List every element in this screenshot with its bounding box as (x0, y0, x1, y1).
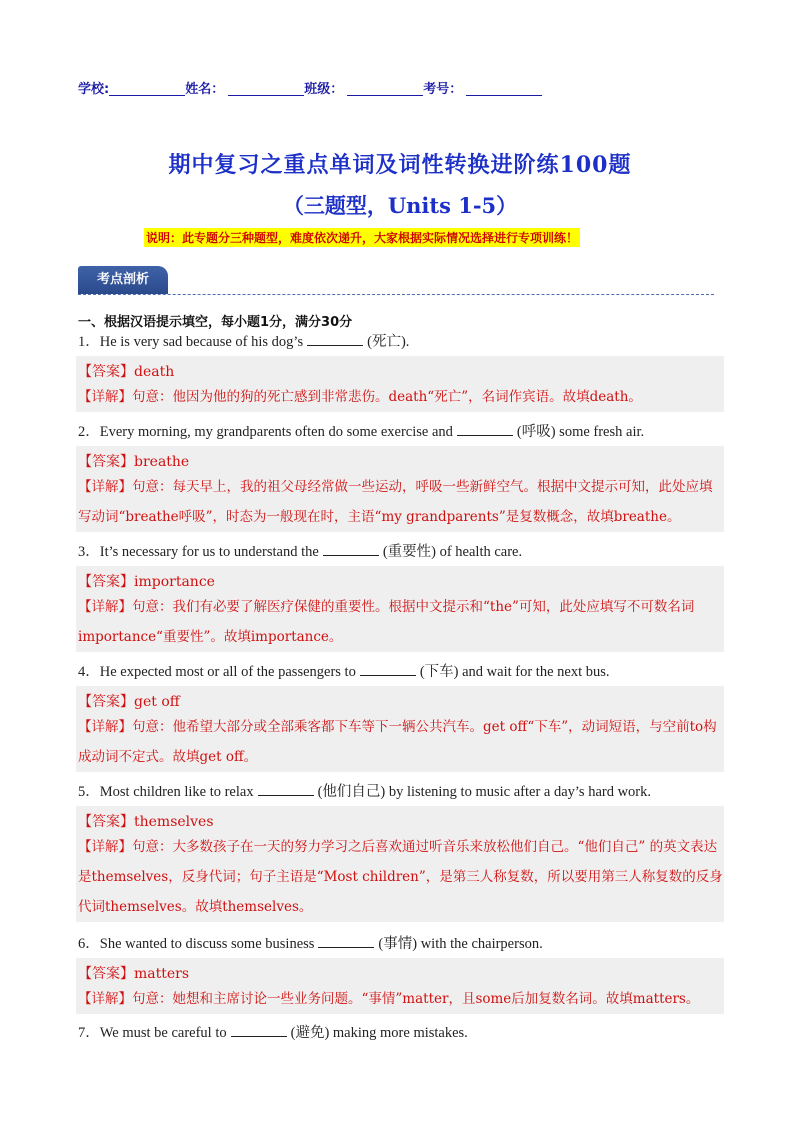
question-1: 1．He is very sad because of his dog’s (死亡). (78, 334, 410, 350)
section-tag-label: 考点剖析 (96, 272, 149, 287)
school-blank (109, 81, 185, 96)
school-label: 学校: (78, 82, 110, 97)
answer-blank (457, 423, 513, 436)
exam-no-blank (466, 81, 542, 96)
detail-5: 【详解】句意：大多数孩子在一天的努力学习之后喜欢通过听音乐来放松他们自己。“他们自己” 的英文表达是themselves，反身代词；句子主语是“Most children”，是第三人称复数，所以要用第三人称复数的反身代词themselves。故填themselves。 (78, 839, 723, 915)
student-info-header (78, 78, 542, 97)
name-blank (228, 81, 304, 96)
answer-3: 【答案】importance (78, 574, 215, 590)
answer-blank (360, 663, 416, 676)
class-blank (347, 81, 423, 96)
question-4: 4．He expected most or all of the passengers to (下车) and wait for the next bus. (78, 664, 610, 680)
answer-blank (258, 783, 314, 796)
detail-2: 【详解】句意：每天早上，我的祖父母经常做一些运动，呼吸一些新鲜空气。根据中文提示可知，此处应填写动词“breathe呼吸”，时态为一般现在时，主语“my grandparents”是复数概念，故填breathe。 (78, 479, 713, 525)
exam-no-label: 考号： (423, 82, 463, 97)
answer-blank (307, 333, 363, 346)
detail-1: 【详解】句意：他因为他的狗的死亡感到非常悲伤。death“死亡”，名词作宾语。故填death。 (78, 389, 642, 405)
page-title: 期中复习之重点单词及词性转换进阶练100题 (168, 152, 632, 178)
question-6: 6．She wanted to discuss some business (事情) with the chairperson. (78, 936, 543, 952)
question-2: 2．Every morning, my grandparents often do some exercise and (呼吸) some fresh air. (78, 424, 645, 440)
part-title: 一、根据汉语提示填空，每小题1分，满分30分 (78, 315, 353, 330)
question-7: 7．We must be careful to (避免) making more mistakes. (78, 1025, 468, 1041)
instruction-note: 说明：此专题分三种题型，难度依次递升，大家根据实际情况选择进行专项训练！ (144, 228, 580, 247)
answer-1: 【答案】death (78, 364, 175, 380)
question-3: 3．It’s necessary for us to understand the (重要性) of health care. (78, 544, 523, 560)
answer-6: 【答案】matters (78, 966, 190, 982)
section-divider (78, 294, 714, 295)
answer-2: 【答案】breathe (78, 454, 190, 470)
detail-4: 【详解】句意：他希望大部分或全部乘客都下车等下一辆公共汽车。get off“下车”，动词短语，与空前to构成动词不定式。故填get off。 (78, 719, 717, 765)
answer-blank (318, 935, 374, 948)
page-subtitle: （三题型，Units 1-5） (282, 193, 518, 218)
answer-4: 【答案】get off (78, 694, 180, 710)
answer-5: 【答案】themselves (78, 814, 214, 830)
class-label: 班级： (304, 82, 344, 97)
name-label: 姓名： (185, 82, 225, 97)
detail-6: 【详解】句意：她想和主席讨论一些业务问题。“事情”matter，且some后加复数名词。故填matters。 (78, 991, 700, 1007)
section-tag (78, 266, 174, 294)
answer-blank (231, 1024, 287, 1037)
detail-3: 【详解】句意：我们有必要了解医疗保健的重要性。根据中文提示和“the”可知，此处应填写不可数名词importance“重要性”。故填importance。 (78, 599, 695, 645)
question-5: 5．Most children like to relax (他们自己) by listening to music after a day’s hard work. (78, 784, 652, 800)
answer-blank (323, 543, 379, 556)
